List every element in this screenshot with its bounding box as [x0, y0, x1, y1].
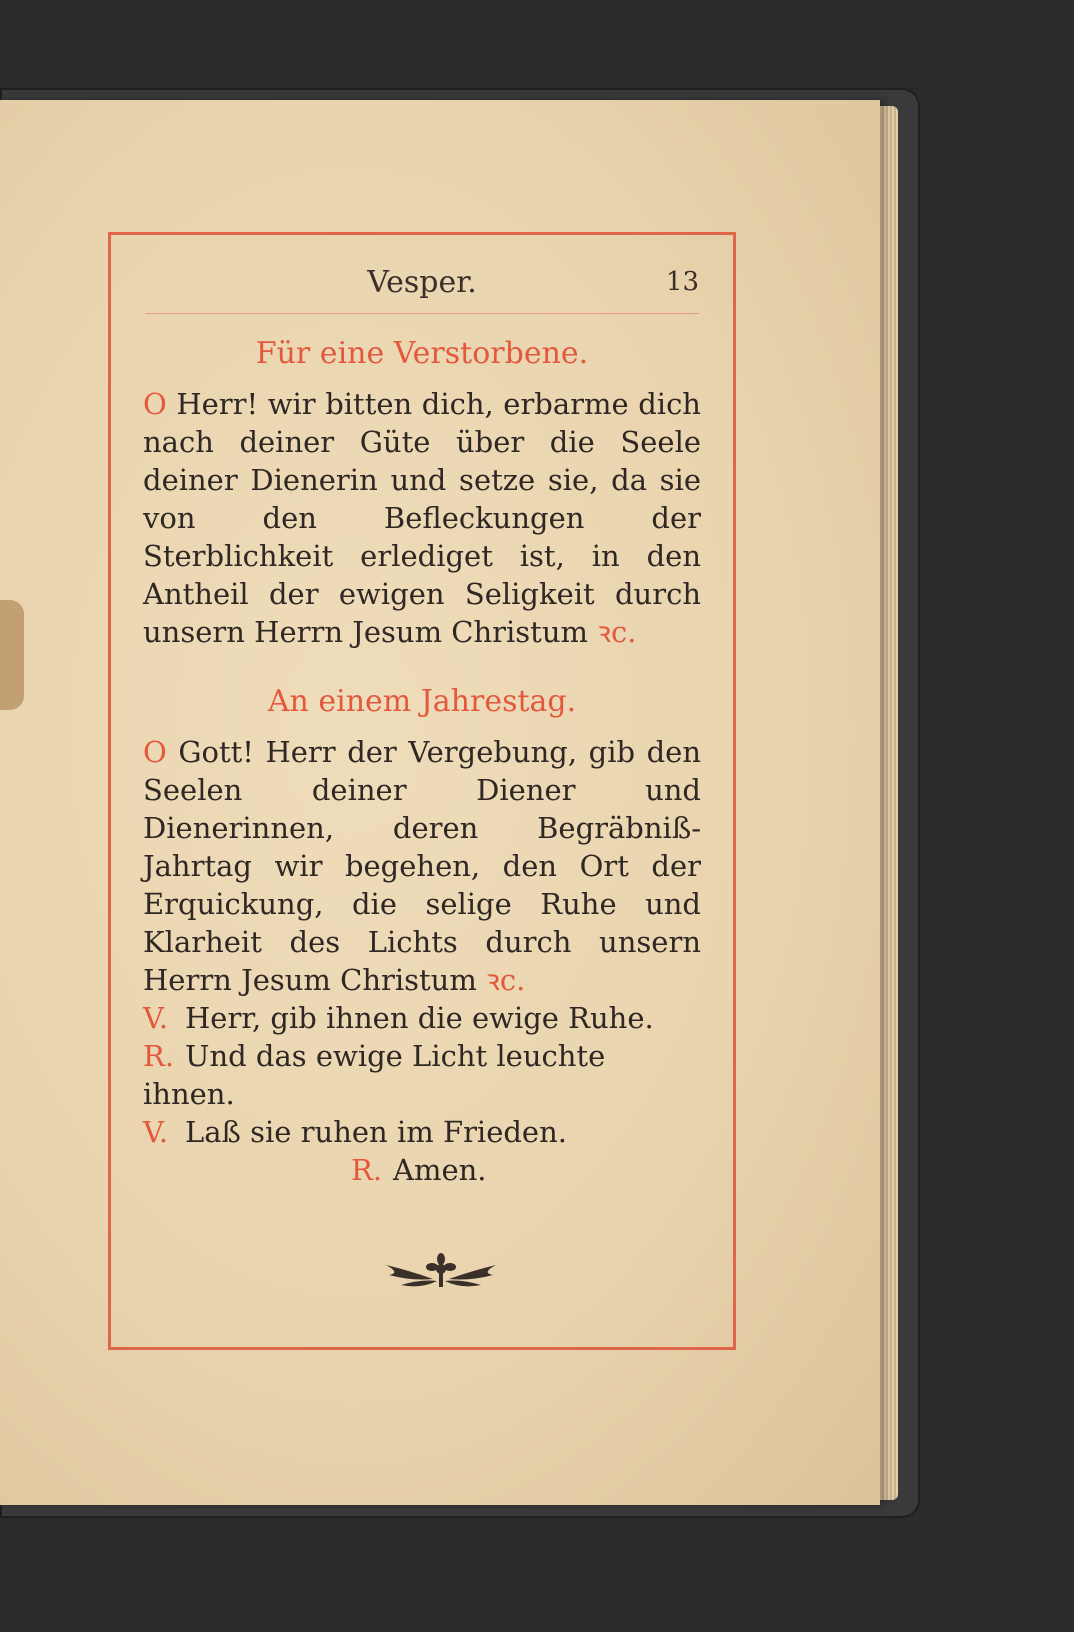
etc-mark: ꝛc.: [588, 615, 637, 649]
page-frame: [108, 232, 736, 1350]
floral-ornament-icon: [381, 1245, 501, 1295]
etc-mark: ꝛc.: [476, 963, 526, 997]
initial-letter: O: [143, 387, 167, 421]
versicle-response-2: [143, 1037, 701, 1113]
initial-letter: O: [143, 735, 167, 769]
prayer-paragraph-2: [143, 733, 701, 999]
prayer-paragraph-1: [143, 385, 701, 651]
page-title: Vesper.: [367, 265, 477, 300]
response-mark: R.: [143, 1039, 175, 1073]
book-page: [0, 100, 880, 1505]
page-content: [143, 331, 701, 1189]
versicle-mark: V.: [143, 1115, 169, 1149]
prayer-text: Herr! wir bitten dich, erbarme dich nach deiner Güte über die Seele deiner Dienerin und setze sie, da sie von den Befleckungen der Sterblichkeit erlediget ist, in den Antheil der ewigen Seligkeit durch unsern Herrn Jesum Christum: [143, 387, 701, 649]
final-response: [143, 1151, 701, 1189]
running-header: [145, 257, 699, 314]
versicle-text: Laß sie ruhen im Frieden.: [185, 1115, 567, 1149]
section-heading-1: Für eine Verstorbene.: [255, 336, 589, 371]
response-text: Amen.: [393, 1153, 487, 1187]
versicle-response-3: [143, 1113, 701, 1151]
versicle-mark: V.: [143, 1001, 169, 1035]
paper-stain: [0, 600, 24, 710]
response-mark: R.: [351, 1153, 383, 1187]
page-number: 13: [665, 267, 699, 297]
prayer-text: Gott! Herr der Vergebung, gib den Seelen deiner Diener und Dienerinnen, deren Begräbniß-Jahrtag wir begehen, den Ort der Erquickung, die selige Ruhe und Klarheit des Lichts durch unsern Herrn Jesum Christum: [143, 735, 701, 997]
versicle-response-1: [143, 999, 701, 1037]
section-heading-2: An einem Jahrestag.: [267, 684, 577, 719]
versicle-text: Herr, gib ihnen die ewige Ruhe.: [185, 1001, 654, 1035]
response-text: Und das ewige Licht leuchte ihnen.: [143, 1039, 606, 1111]
